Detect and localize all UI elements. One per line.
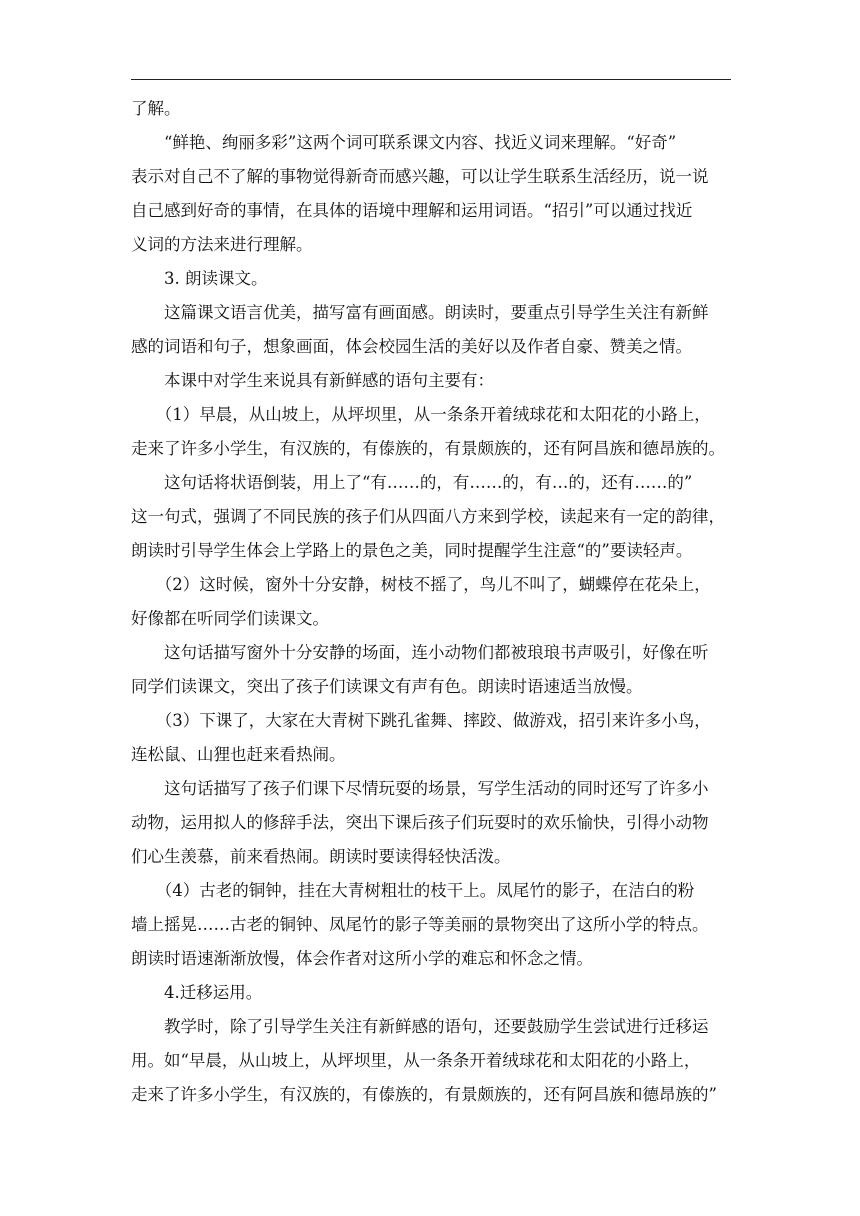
paragraph: [131, 126, 731, 262]
text-line: 动物，运用拟人的修辞手法，突出下课后孩子们玩耍时的欢乐愉快，引得小动物: [131, 813, 709, 832]
text-line: “鲜艳、绚丽多彩”这两个词可联系课文内容、找近义词来理解。“好奇”: [164, 133, 677, 152]
quoted-sentence-paragraph: [131, 568, 731, 636]
text-line: 同学们读课文，突出了孩子们读课文有声有色。朗读时语速适当放慢。: [131, 677, 643, 696]
quoted-sentence-paragraph: [131, 874, 731, 976]
text-line: 朗读时语速渐渐放慢，体会作者对这所小学的难忘和怀念之情。: [131, 949, 593, 968]
text-line: 3. 朗读课文。: [164, 269, 268, 288]
text-line: 这一句式，强调了不同民族的孩子们从四面八方来到学校，读起来有一定的韵律，: [131, 507, 725, 526]
text-line: 自己感到好奇的事情，在具体的语境中理解和运用词语。“招引”可以通过找近: [131, 201, 693, 220]
text-line: 朗读时引导学生体会上学路上的景色之美，同时提醒学生注意“的”要读轻声。: [131, 541, 693, 560]
paragraph: [131, 636, 731, 704]
quoted-sentence-paragraph: [131, 398, 731, 466]
text-line: 墙上摇晃……古老的铜钟、凤尾竹的影子等美丽的景物突出了这所小学的特点。: [131, 915, 709, 934]
paragraph: [131, 92, 731, 126]
text-line: 走来了许多小学生，有汉族的，有傣族的，有景颇族的，还有阿昌族和德昂族的”: [131, 1085, 717, 1104]
header-rule: [131, 79, 731, 80]
text-line: （3）下课了，大家在大青树下跳孔雀舞、摔跤、做游戏，招引来许多小鸟，: [155, 711, 711, 730]
text-line: 这篇课文语言优美，描写富有画面感。朗读时，要重点引导学生关注有新鲜: [164, 303, 709, 322]
text-line: 这句话将状语倒装，用上了“有……的，有……的，有…的，还有……的”: [164, 473, 693, 492]
text-line: 这句话描写了孩子们课下尽情玩耍的场景，写学生活动的同时还写了许多小: [164, 779, 709, 798]
paragraph: [131, 364, 731, 398]
text-line: 了解。: [131, 99, 181, 118]
text-line: 好像都在听同学们读课文。: [131, 609, 329, 628]
text-line: （2）这时候，窗外十分安静，树枝不摇了，鸟儿不叫了，蝴蝶停在花朵上，: [155, 575, 711, 594]
paragraph: [131, 296, 731, 364]
text-line: 们心生羡慕，前来看热闹。朗读时要读得轻快活泼。: [131, 847, 511, 866]
text-line: 走来了许多小学生，有汉族的，有傣族的，有景颇族的，还有阿昌族和德昂族的。: [131, 439, 725, 458]
paragraph: [131, 976, 731, 1010]
paragraph: [131, 466, 731, 568]
text-line: （1）早晨，从山坡上，从坪坝里，从一条条开着绒球花和太阳花的小路上，: [155, 405, 711, 424]
text-line: 本课中对学生来说具有新鲜感的语句主要有：: [164, 371, 494, 390]
document-body: [131, 92, 731, 1112]
text-line: 感的词语和句子，想象画面，体会校园生活的美好以及作者自豪、赞美之情。: [131, 337, 692, 356]
text-line: 连松鼠、山狸也赶来看热闹。: [131, 745, 346, 764]
text-line: 教学时，除了引导学生关注有新鲜感的语句，还要鼓励学生尝试进行迁移运: [164, 1017, 709, 1036]
text-line: 4.迁移运用。: [164, 983, 263, 1002]
text-line: 表示对自己不了解的事物觉得新奇而感兴趣，可以让学生联系生活经历，说一说: [131, 167, 709, 186]
text-line: 用。如“早晨，从山坡上，从坪坝里，从一条条开着绒球花和太阳花的小路上，: [131, 1051, 701, 1070]
text-line: 这句话描写窗外十分安静的场面，连小动物们都被琅琅书声吸引，好像在听: [164, 643, 709, 662]
paragraph: [131, 772, 731, 874]
quoted-sentence-paragraph: [131, 704, 731, 772]
text-line: 义词的方法来进行理解。: [131, 235, 313, 254]
text-line: （4）古老的铜钟，挂在大青树粗壮的枝干上。凤尾竹的影子，在洁白的粉: [155, 881, 695, 900]
paragraph: [131, 262, 731, 296]
paragraph: [131, 1010, 731, 1112]
